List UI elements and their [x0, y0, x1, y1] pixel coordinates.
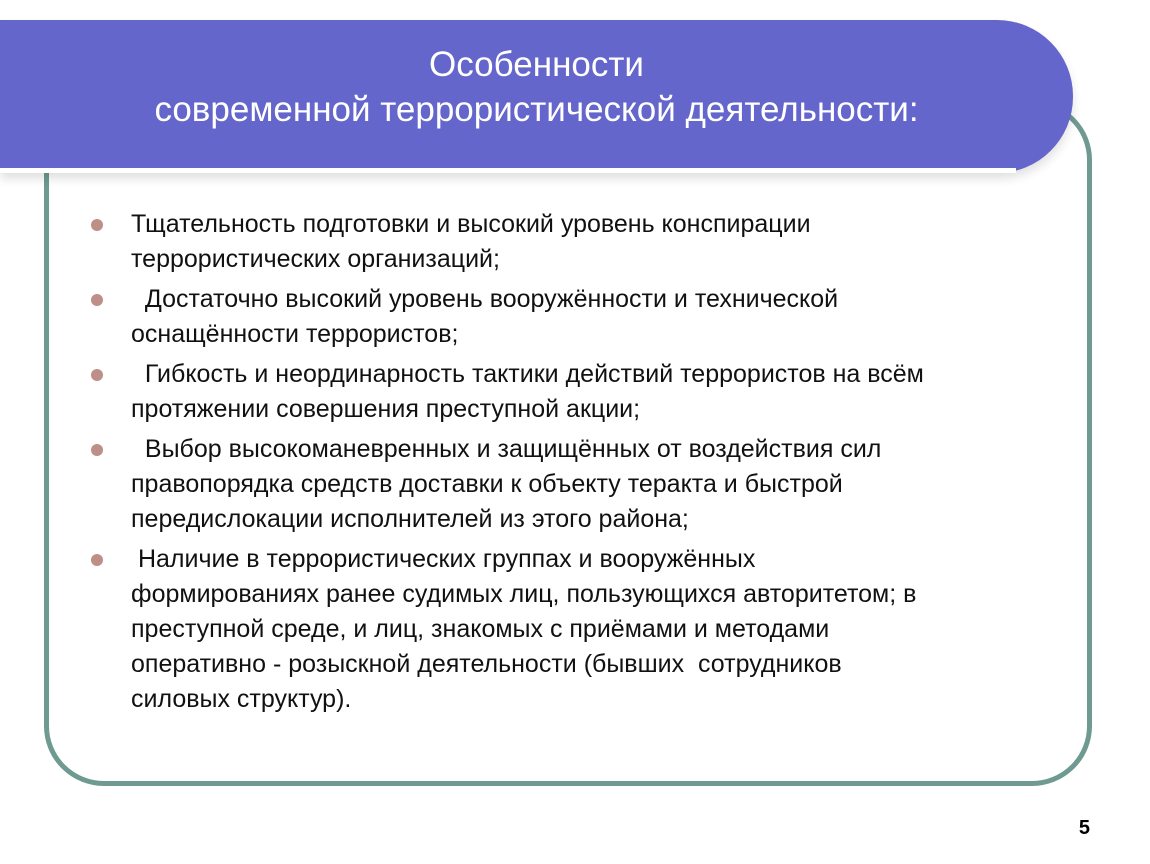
bullet-dot-icon	[91, 219, 103, 231]
bullet-item-armament	[90, 282, 1070, 352]
bullet-dot-icon	[91, 369, 103, 381]
bullet-list	[90, 207, 1070, 722]
page-number: 5	[1078, 817, 1090, 839]
slide-title-line-1: Особенности	[429, 45, 644, 84]
bullet-dot-icon	[91, 554, 103, 566]
title-underline	[0, 168, 1016, 173]
bullet-text: Наличие в террористических группах и вооружённых формированиях ранее судимых лиц, пользующихся авторитетом; в преступной среде, и лиц, знакомых с приёмами и методами оперативно - розыскной деятельности (бывших сотрудников силовых структур).	[131, 545, 917, 713]
bullet-item-personnel	[90, 542, 1070, 717]
bullet-item-delivery	[90, 432, 1070, 537]
slide-title	[0, 42, 1073, 132]
bullet-dot-icon	[91, 444, 103, 456]
bullet-item-tactics	[90, 357, 1070, 427]
title-banner	[0, 20, 1073, 173]
bullet-text: Тщательность подготовки и высокий уровень конспирации террористических организаций;	[131, 210, 811, 273]
bullet-text: Гибкость и неординарность тактики действий террористов на всём протяжении совершения преступной акции;	[131, 360, 924, 423]
slide-title-line-2: современной террористической деятельности:	[154, 90, 919, 129]
bullet-text: Достаточно высокий уровень вооружённости и технической оснащённости террористов;	[131, 285, 839, 348]
bullet-text: Выбор высокоманевренных и защищённых от воздействия сил правопорядка средств доставки к объекту теракта и быстрой передислокации исполнителей из этого района;	[131, 435, 882, 533]
bullet-item-preparation	[90, 207, 1070, 277]
bullet-dot-icon	[91, 294, 103, 306]
